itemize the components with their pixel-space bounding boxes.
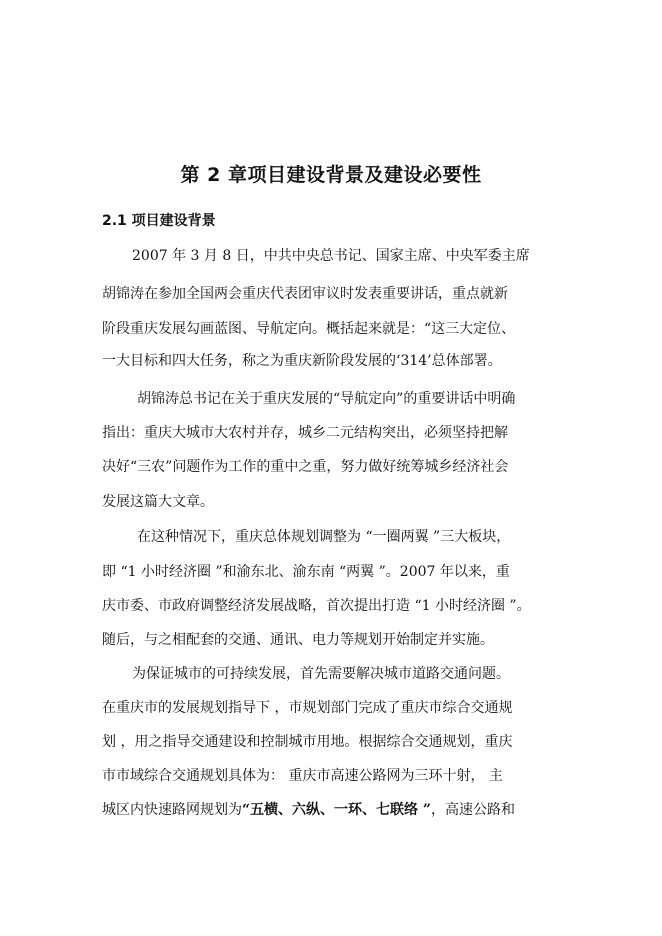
paragraph-4-line-3: 划 ，用之指导交通建设和控制城市用地。根据综合交通规划，重庆 <box>102 734 513 750</box>
paragraph-4-line-5-prefix: 城区内快速路网规划为 <box>102 802 242 818</box>
paragraph-2-line-1: 胡锦涛总书记在关于重庆发展的“导航定向”的重要讲话中明确 <box>137 391 516 407</box>
paragraph-3-line-2: 即 “1 小时经济圈 ”和渝东北、渝东南 “两翼 ”。2007 年以来，重 <box>102 564 510 580</box>
paragraph-3-line-4: 随后，与之相配套的交通、通讯、电力等规划开始制定并实施。 <box>102 632 494 648</box>
paragraph-4-line-4: 市市域综合交通规划具体为： 重庆市高速公路网为三环十射， 主 <box>102 768 503 784</box>
section-title: 2.1 项目建设背景 <box>102 213 216 229</box>
paragraph-1-line-1: 2007 年 3 月 8 日，中共中央总书记、国家主席、中央军委主席 <box>132 248 530 264</box>
paragraph-1-line-2: 胡锦涛在参加全国两会重庆代表团审议时发表重要讲话，重点就新 <box>102 286 508 302</box>
paragraph-4-line-5-emphasis: “五横、六纵、一环、七联络 ” <box>242 802 431 818</box>
chapter-title: 第 2 章项目建设背景及建设必要性 <box>180 164 482 186</box>
paragraph-4-line-5 <box>102 801 515 819</box>
paragraph-4-line-2: 在重庆市的发展规划指导下 ，市规划部门完成了重庆市综合交通规 <box>102 700 513 716</box>
paragraph-4-line-1: 为保证城市的可持续发展，首先需要解决城市道路交通问题。 <box>132 666 510 682</box>
paragraph-3-line-3: 庆市委、市政府调整经济发展战略，首次提出打造 “1 小时经济圈 ”。 <box>102 598 531 614</box>
paragraph-4-line-5-suffix: ，高速公路和 <box>430 802 515 818</box>
paragraph-1-line-4: 一大目标和四大任务，称之为重庆新阶段发展的‘314’总体部署。 <box>102 353 502 369</box>
paragraph-2-line-3: 决好“三农”问题作为工作的重中之重，努力做好统筹城乡经济社会 <box>102 459 509 475</box>
paragraph-1-line-3: 阶段重庆发展勾画蓝图、导航定向。概括起来就是：“这三大定位、 <box>102 321 516 337</box>
paragraph-3-line-1: 在这种情况下，重庆总体规划调整为 “一圈两翼 ”三大板块， <box>137 529 511 545</box>
paragraph-2-line-2: 指出：重庆大城市大农村并存，城乡二元结构突出，必须坚持把解 <box>102 425 508 441</box>
paragraph-2-line-4: 发展这篇大文章。 <box>102 494 214 510</box>
